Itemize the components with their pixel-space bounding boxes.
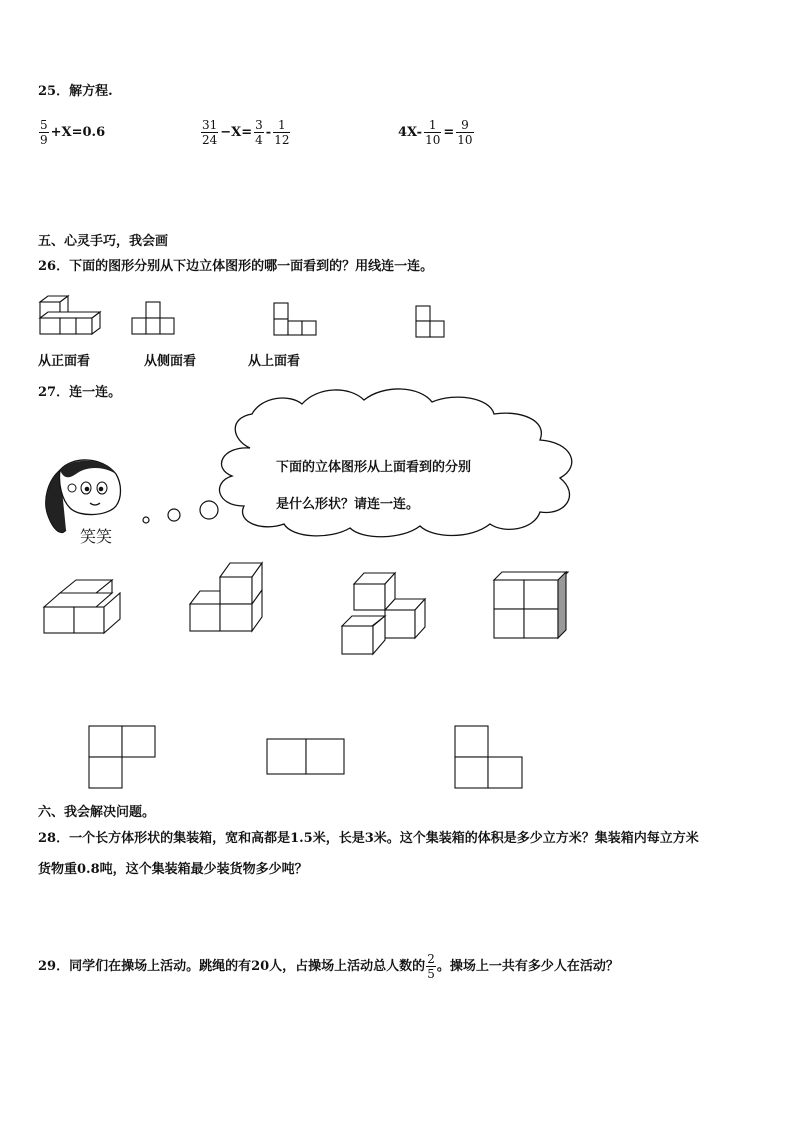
view-label-top: 从上面看 <box>248 354 301 369</box>
view-label-front: 从正面看 <box>38 354 91 369</box>
fraction: $\frac{1}{10}$ <box>425 118 441 147</box>
top-view-shape-3 <box>455 726 522 788</box>
bubble-text-line-1: 下面的立体图形从上面看到的分别 <box>276 460 472 475</box>
q29-text: 29．同学们在操场上活动。跳绳的有20人，占操场上活动总人数的 $\frac{2}{5}$ 。操场上一共有多少人在活动？ <box>38 952 619 981</box>
fraction: $\frac{3}{4}$ <box>255 118 263 147</box>
section-6-title: 六、我会解决问题。 <box>38 805 156 820</box>
top-view-shape-2 <box>267 739 344 774</box>
thought-dot <box>143 517 149 523</box>
bubble-text-line-2: 是什么形状？请连一连。 <box>276 497 420 512</box>
q27-title: 27．连一连。 <box>38 385 122 400</box>
q28-line-2: 货物重0.8吨，这个集装箱最少装货物多少吨？ <box>38 862 308 877</box>
equation-1: $\frac{5}{9}$ +X=0.6 <box>40 118 106 147</box>
fraction: $\frac{31}{24}$ <box>202 118 218 147</box>
solid-figure-1 <box>44 580 120 633</box>
thought-dot <box>200 501 218 519</box>
q26-title: 26．下面的图形分别从下边立体图形的哪一面看到的？用线连一连。 <box>38 259 434 274</box>
fraction: $\frac{9}{10}$ <box>457 118 473 147</box>
equation-3: 4X- $\frac{1}{10}$ = $\frac{9}{10}$ <box>398 118 473 147</box>
q28-line-1: 28．一个长方体形状的集装箱，宽和高都是1.5米，长是3米。这个集装箱的体积是多少立方米？集装箱内每立方米 <box>38 831 699 846</box>
character-name: 笑笑 <box>80 527 113 546</box>
view-label-side: 从侧面看 <box>144 354 197 369</box>
equation-2: $\frac{31}{24}$ −X= $\frac{3}{4}$ - $\frac{1}{12}$ <box>202 118 290 147</box>
q25-title: 25．解方程. <box>38 84 113 99</box>
fraction: $\frac{2}{5}$ <box>427 952 435 981</box>
girl-character-icon <box>46 460 121 533</box>
section-5-title: 五、心灵手巧，我会画 <box>38 234 169 249</box>
thought-dot <box>168 509 180 521</box>
solid-figure-4 <box>494 572 568 638</box>
solid-figure-3 <box>342 573 425 654</box>
top-view-shape-1 <box>89 726 155 788</box>
fraction: $\frac{5}{9}$ <box>40 118 48 147</box>
solid-figure-2 <box>190 563 262 631</box>
fraction: $\frac{1}{12}$ <box>274 118 290 147</box>
